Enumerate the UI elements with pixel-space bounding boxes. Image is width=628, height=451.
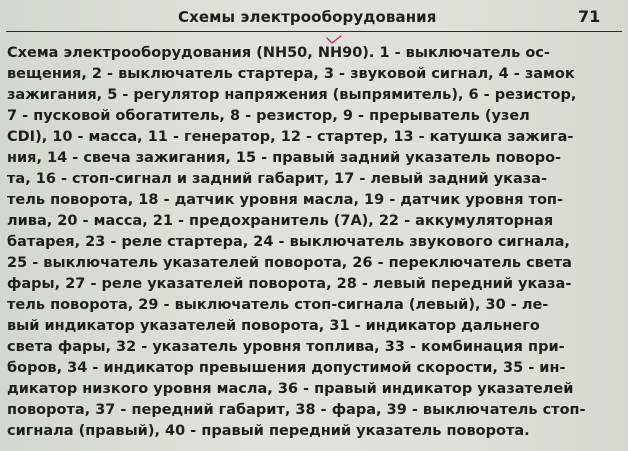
running-header-title: Схемы электрооборудования <box>178 8 437 26</box>
caption-line: CDI), 10 - масса, 11 - генератор, 12 - стартер, 13 - катушка зажига- <box>7 129 574 145</box>
caption-line: поворота, 37 - передний габарит, 38 - фара, 39 - выключатель стоп- <box>7 402 586 418</box>
caption-line: света фары, 32 - указатель уровня топлива, 33 - комбинация при- <box>7 339 565 355</box>
caption-line: фары, 27 - реле указателей поворота, 28 - левый передний указа- <box>7 276 572 292</box>
caption-line: тель поворота, 29 - выключатель стоп-сигнала (левый), 30 - ле- <box>7 297 549 313</box>
caption-line: 25 - выключатель указателей поворота, 26 - переключатель света <box>7 255 572 271</box>
caption-line: зажигания, 5 - регулятор напряжения (выпрямитель), 6 - резистор, <box>7 87 577 103</box>
page-number: 71 <box>578 7 601 26</box>
caption-line: Схема электрооборудования (NH50, NH90). 1 - выключатель ос- <box>7 45 550 61</box>
caption-line: вый индикатор указателей поворота, 31 - индикатор дальнего <box>7 318 540 334</box>
caption-line: батарея, 23 - реле стартера, 24 - выключатель звукового сигнала, <box>7 234 570 250</box>
caption-line: та, 16 - стоп-сигнал и задний габарит, 17 - левый задний указа- <box>7 171 547 187</box>
caption-line: ния, 14 - свеча зажигания, 15 - правый задний указатель поворо- <box>7 150 562 166</box>
caption-line: боров, 34 - индикатор превышения допустимой скорости, 35 - ин- <box>7 360 566 376</box>
caption-line: лива, 20 - масса, 21 - предохранитель (7А), 22 - аккумуляторная <box>7 213 554 229</box>
caption-line: вещения, 2 - выключатель стартера, 3 - звуковой сигнал, 4 - замок <box>7 66 575 82</box>
caption-line: 7 - пусковой обогатитель, 8 - резистор, 9 - прерыватель (узел <box>7 108 530 124</box>
caption-line: дикатор низкого уровня масла, 36 - правый индикатор указателей <box>7 381 574 397</box>
caption-line: сигнала (правый), 40 - правый передний указатель поворота. <box>7 423 530 439</box>
page-header <box>0 0 628 36</box>
figure-caption <box>7 43 621 442</box>
caption-line: тель поворота, 18 - датчик уровня масла, 19 - датчик уровня топ- <box>7 192 563 208</box>
header-divider <box>6 31 622 32</box>
